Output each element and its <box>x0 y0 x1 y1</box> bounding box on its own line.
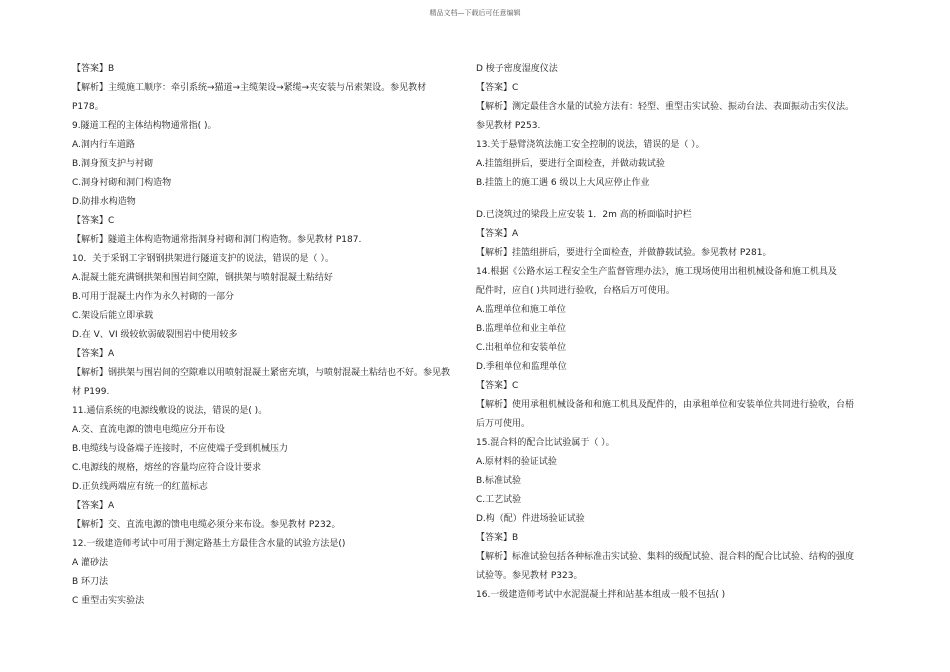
option-line: D.构（配）件进场验证试验 <box>476 514 585 524</box>
question-line: 9.隧道工程的主体结构物通常指( )。 <box>72 121 217 131</box>
option-line: C.工艺试验 <box>476 495 522 505</box>
analysis-line: 【解析】挂篮组拼后，要进行全面检查，并做静载试验。参见教材 P281。 <box>476 248 772 258</box>
text-line: 【答案】B <box>72 64 115 74</box>
option-line: C.洞身衬砌和洞门构造物 <box>72 178 172 188</box>
question-line: 14.根据《公路水运工程安全生产监督管理办法》，施工现场使用出租机械设备和施工机具及 <box>476 267 837 277</box>
option-line: B.挂篮上的施工遇 6 级以上大风应停止作业 <box>476 178 650 188</box>
answer-line: 【答案】C <box>72 216 115 226</box>
option-line: D.季租单位和监理单位 <box>476 362 567 372</box>
option-line: C.架设后能立即承载 <box>72 311 154 321</box>
option-line: D.正负线两端应有统一的红蓝标志 <box>72 482 208 492</box>
option-line: C.电源线的规格，熔丝的容量均应符合设计要求 <box>72 463 262 473</box>
analysis-line: 【解析】测定最佳含水量的试验方法有：轻型、重型击实试验、振动台法、表面振动击实仪法。 <box>476 102 855 112</box>
question-line: 11.通信系统的电源线敷设的说法，错误的是( )。 <box>72 406 268 416</box>
option-line: B.监理单位和业主单位 <box>476 324 567 334</box>
question-line: 16.一级建造师考试中水泥混凝土拌和站基本组成一般不包括( ) <box>476 590 726 600</box>
answer-line: 【答案】C <box>476 381 519 391</box>
answer-line: 【答案】B <box>476 533 519 543</box>
question-line: 13.关于悬臂浇筑法施工安全控制的说法，错误的是（ ）。 <box>476 140 705 150</box>
option-line: D.在 V、VI 级较软弱破裂围岩中使用较多 <box>72 330 238 340</box>
option-line: C.出租单位和安装单位 <box>476 343 567 353</box>
option-line: A 灌砂法 <box>72 558 109 568</box>
answer-line: 【答案】C <box>476 83 519 93</box>
option-line: D.已浇筑过的梁段上应安装 1．2m 高的桥面临时护栏 <box>476 210 692 220</box>
analysis-line: 【解析】使用承租机械设备和和施工机具及配件的，由承租单位和安装单位共同进行验收，台梧 <box>476 400 855 410</box>
blank-line <box>476 193 881 206</box>
option-line: B.标准试验 <box>476 476 522 486</box>
option-line: B.电缆线与设备端子连接时，不应使端子受到机械压力 <box>72 444 289 454</box>
analysis-line: 【解析】交、直流电源的馈电电缆必须分来布设。参见教材 P232。 <box>72 520 341 530</box>
question-line: 12.一级建造师考试中可用于测定路基土方最佳含水量的试验方法是() <box>72 539 346 549</box>
option-line: B.可用于混凝土内作为永久衬砌的一部分 <box>72 292 235 302</box>
option-line: D 梭子密度湿度仪法 <box>476 64 558 74</box>
option-line: A.监理单位和施工单位 <box>476 305 566 315</box>
page-header: 精品文档—下载后可任意编辑 <box>429 9 521 17</box>
option-line: D.防排水构造物 <box>72 197 136 207</box>
option-line: A.交、直流电源的馈电电缆应分开布设 <box>72 425 225 435</box>
answer-line: 【答案】A <box>476 229 519 239</box>
text-line: P178。 <box>72 102 104 112</box>
left-column <box>72 60 472 611</box>
option-line: B.洞身预支护与衬砌 <box>72 159 154 169</box>
text-line: 【解析】主缆施工顺序：牵引系统→猫道→主缆架设→紧缆→夹安装与吊索架设。参见教材 <box>72 83 427 93</box>
analysis-line: 后万可使用。 <box>476 419 531 429</box>
option-line: A.洞内行车道路 <box>72 140 135 150</box>
option-line: A.原材料的验证试验 <box>476 457 557 467</box>
analysis-line: 【解析】标准试验包括各种标准击实试验、集料的级配试验、混合料的配合比试验、结构的强度 <box>476 552 855 562</box>
analysis-line: 试验等。参见教材 P323。 <box>476 571 583 581</box>
option-line: B 环刀法 <box>72 577 109 587</box>
option-line: A.混凝土能充满钢拱架和围岩间空隙，钢拱架与喷射混凝土粘结好 <box>72 273 333 283</box>
question-line: 15.混合料的配合比试验属于（ ）。 <box>476 438 615 448</box>
right-column <box>476 60 881 605</box>
analysis-line: 【解析】隧道主体构造物通常指洞身衬砌和洞门构造物。参见教材 P187. <box>72 235 362 245</box>
answer-line: 【答案】A <box>72 349 115 359</box>
question-line: 10．关于采钢工字钢钢拱架进行隧道支护的说法，错误的是（ ）。 <box>72 254 334 264</box>
option-line: A.挂篮组拼后，要进行全面检查，并做动载试验 <box>476 159 665 169</box>
option-line: C 重型击实实验法 <box>72 596 145 606</box>
question-line: 配件时，应自( )共同进行验收，台格后万可使用。 <box>476 286 675 296</box>
answer-line: 【答案】A <box>72 501 115 511</box>
analysis-line: 材 P199. <box>72 387 110 397</box>
analysis-line: 参见教材 P253. <box>476 121 541 131</box>
analysis-line: 【解析】钢拱架与围岩间的空隙难以用喷射混凝土紧密充填，与喷射混凝土粘结也不好。参见教 <box>72 368 451 378</box>
